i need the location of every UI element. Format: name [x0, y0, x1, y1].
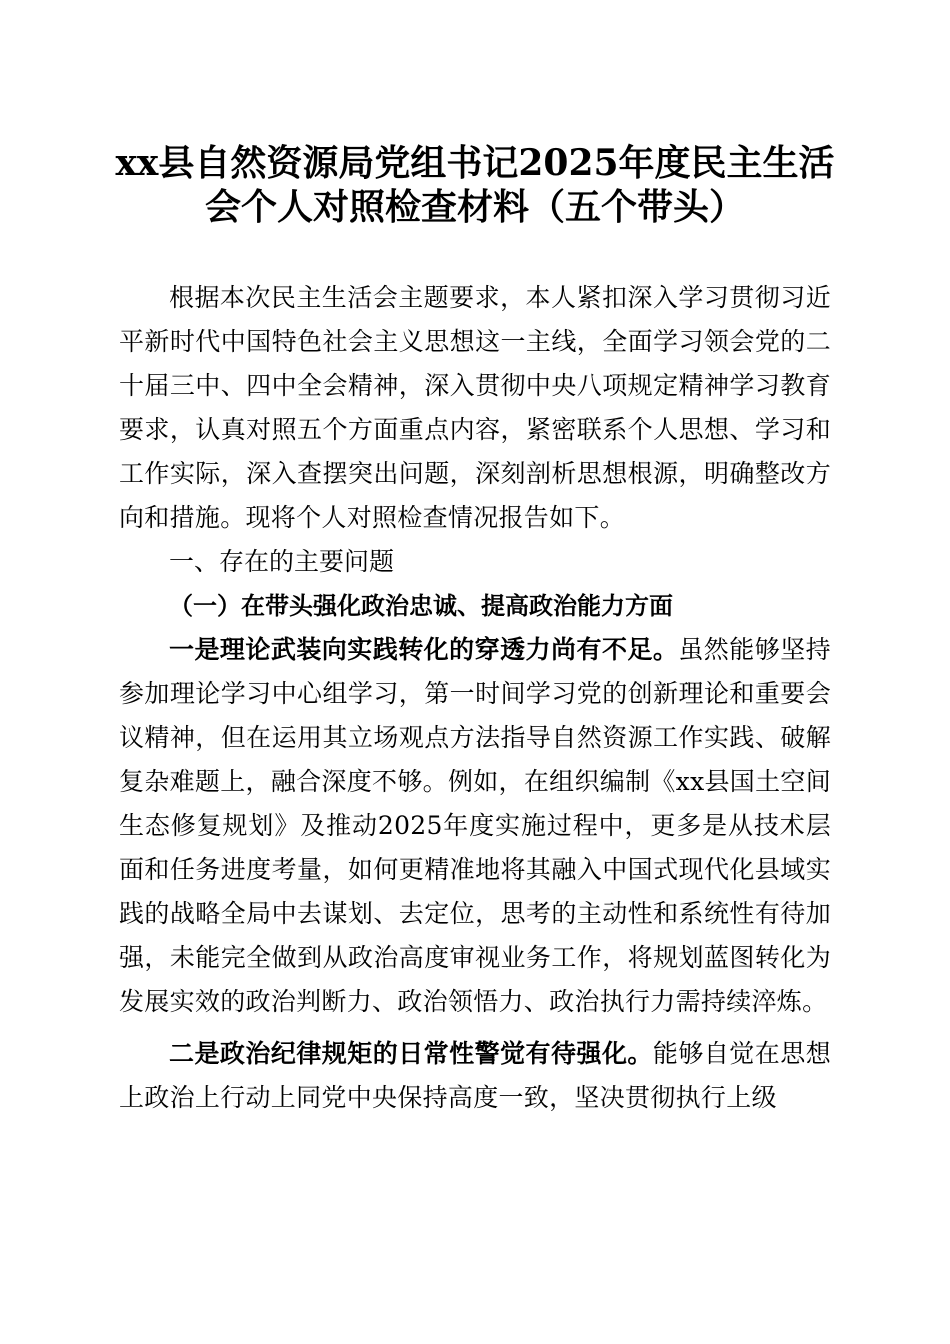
problem-paragraph-2 — [119, 1032, 831, 1120]
intro-paragraph: 根据本次民主生活会主题要求，本人紧扣深入学习贯彻习近平新时代中国特色社会主义思想这一主线，全面学习领会党的二十届三中、四中全会精神，深入贯彻中央八项规定精神学习教育要求，认真对照五个方面重点内容，紧密联系个人思想、学习和工作实际，深入查摆突出问题，深刻剖析思想根源，明确整改方向和措施。现将个人对照检查情况报告如下。 — [119, 283, 831, 532]
subsection-heading: （一）在带头强化政治忠诚、提高政治能力方面 — [169, 591, 673, 620]
document-title — [60, 141, 890, 229]
title-line-2: 会个人对照检查材料（五个带头） — [204, 186, 745, 228]
document-body — [119, 276, 831, 1120]
problem-1-lead: 一是理论武装向实践转化的穿透力尚有不足。 — [169, 635, 679, 664]
title-line-1: xx县自然资源局党组书记2025年度民主生活 — [115, 142, 835, 184]
problem-1-text: 虽然能够坚持参加理论学习中心组学习，第一时间学习党的创新理论和重要会议精神，但在运用其立场观点方法指导自然资源工作实践、破解复杂难题上，融合深度不够。例如，在组织编制《xx县国土空间生态修复规划》及推动2025年度实施过程中，更多是从技术层面和任务进度考量，如何更精准地将其融入中国式现代化县域实践的战略全局中去谋划、去定位，思考的主动性和系统性有待加强，未能完全做到从政治高度审视业务工作，将规划蓝图转化为发展实效的政治判断力、政治领悟力、政治执行力需持续淬炼。 — [119, 635, 831, 1016]
problem-2-text: 能够自觉在思想上政治上行动上同党中央保持高度一致，坚决贯彻执行上级 — [119, 1039, 831, 1112]
problem-2-lead: 二是政治纪律规矩的日常性警觉有待强化。 — [169, 1039, 653, 1068]
problem-paragraph-1 — [119, 628, 831, 1024]
section-heading: 一、存在的主要问题 — [169, 547, 395, 576]
